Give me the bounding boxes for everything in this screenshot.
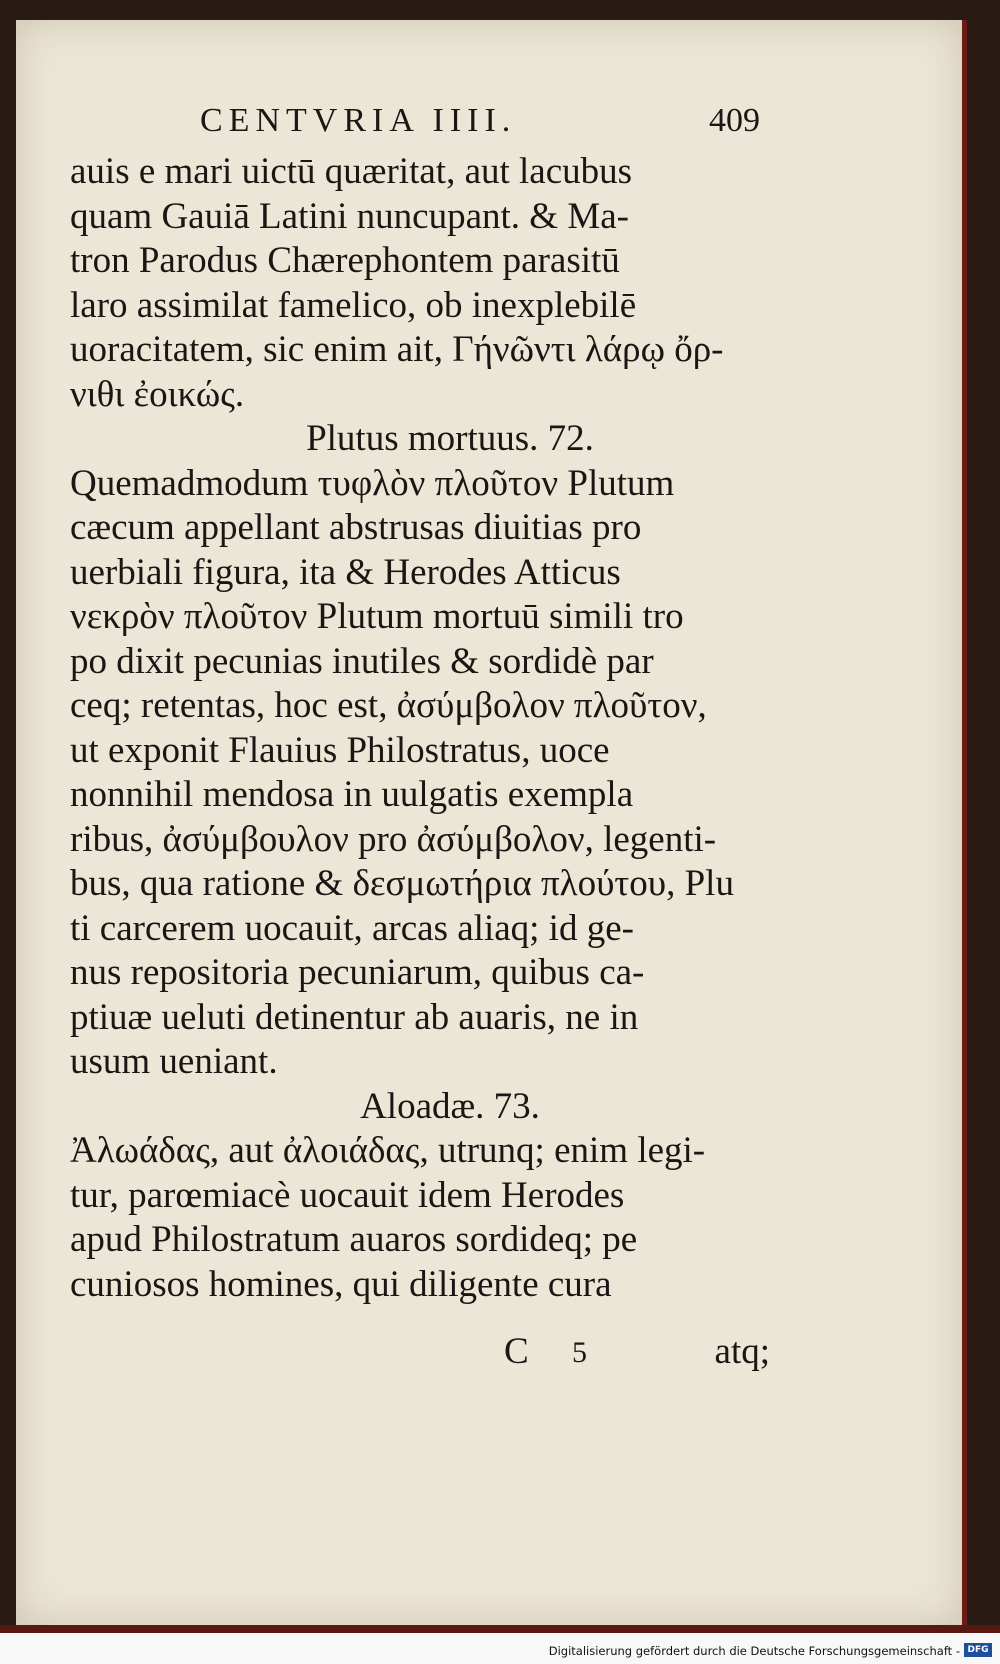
text-line: νεκρὸν πλοῦτον Plutum mortuū simili tro (70, 596, 684, 637)
text-line: nus repositoria pecuniarum, quibus ca- (70, 952, 645, 993)
section-heading-aloadae: Aloadæ. 73. (360, 1085, 540, 1127)
footer-credit: Digitalisierung gefördert durch die Deutsche Forschungsgemeinschaft - (548, 1644, 960, 1658)
body-text (70, 150, 770, 1307)
catch-line (500, 1330, 770, 1374)
text-line: uoracitatem, sic enim ait, Γήνῶντι λάρῳ ὄρ- (70, 329, 724, 370)
text-line: usum ueniant. (70, 1041, 278, 1082)
text-line: bus, qua ratione & δεσμωτήρια πλούτου, Plu (70, 863, 734, 904)
text-line: Ἀλωάδας, aut ἀλοιάδας, utrunq; enim legi- (70, 1130, 706, 1171)
running-head: CENTVRIA IIII. (200, 102, 517, 139)
page-bottom-edge (0, 1625, 1000, 1633)
page-number: 409 (709, 102, 760, 139)
text-line: laro assimilat famelico, ob inexplebilē (70, 284, 637, 326)
text-line: ceq; retentas, hoc est, ἀσύμβολον πλοῦτον, (70, 685, 707, 726)
text-line: cuniosos homines, qui diligente cura (70, 1263, 612, 1305)
text-line: uerbiali figura, ita & Herodes Atticus (70, 551, 621, 593)
section-heading-plutus-mortuus: Plutus mortuus. 72. (306, 418, 594, 459)
signature-letter: C (504, 1331, 529, 1372)
text-line: tron Parodus Chærephontem parasitū (70, 240, 620, 281)
dfg-logo-icon: DFG (964, 1643, 992, 1657)
text-line: nonnihil mendosa in uulgatis exempla (70, 774, 634, 815)
text-line: auis e mari uictū quæritat, aut lacubus (70, 151, 633, 192)
text-line: quam Gauiā Latini nuncupant. & Ma- (70, 195, 629, 237)
text-line: ribus, ἀσύμβουλον pro ἀσύμβολον, legenti- (70, 818, 717, 860)
text-line: cæcum appellant abstrusas diuitias pro (70, 507, 642, 548)
text-line: apud Philostratum auaros sordideq; pe (70, 1219, 638, 1260)
text-line: ti carcerem uocauit, arcas aliaq; id ge- (70, 907, 634, 949)
text-line: ptiuæ ueluti detinentur ab auaris, ne in (70, 996, 639, 1038)
signature-number: 5 (572, 1336, 587, 1369)
text-line: Quemadmodum τυφλὸν πλοῦτον Plutum (70, 462, 675, 504)
catchword: atq; (714, 1331, 770, 1372)
text-line: tur, parœmiacè uocauit idem Herodes (70, 1174, 625, 1216)
text-line: νιθι ἐοικώς. (70, 373, 245, 415)
text-line: ut exponit Flauius Philostratus, uoce (70, 729, 610, 771)
text-line: po dixit pecunias inutiles & sordidè par (70, 640, 654, 682)
page-header (200, 102, 760, 152)
